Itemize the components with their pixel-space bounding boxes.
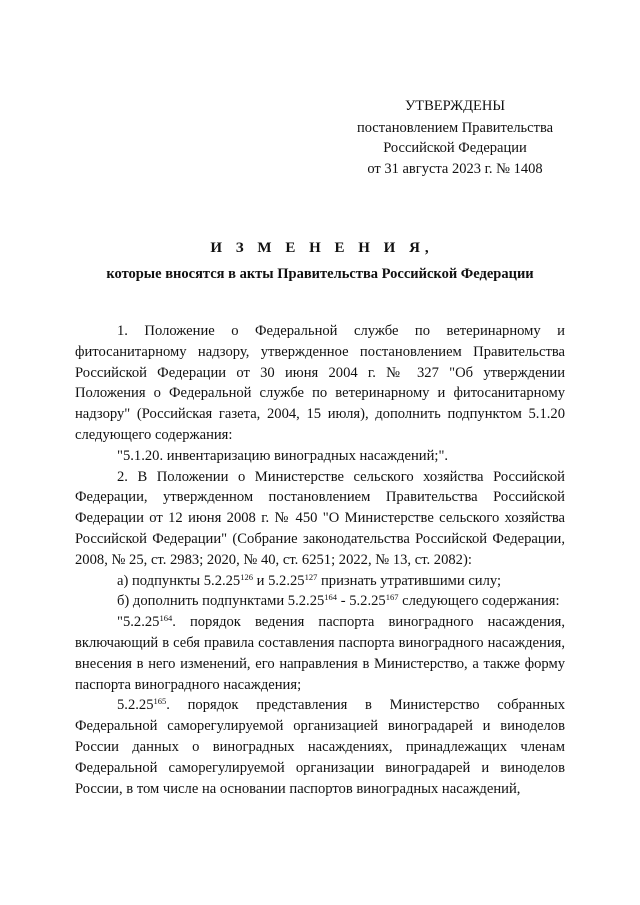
paragraph-5-text-c: следующего содержания: bbox=[398, 593, 560, 610]
approval-block bbox=[340, 96, 570, 179]
document-subtitle: которые вносятся в акты Правительства Российской Федерации bbox=[106, 266, 534, 282]
document-title: И З М Е Н Е Н И Я, bbox=[210, 240, 434, 256]
paragraph-7-text-b: . порядок представления в Министерство собранных Федеральной саморегулируемой организацией виноградарей и виноделов России данных о виноградных насаждениях, принадлежащих членам Федеральной саморегулируемой организации виноградарей и виноделов России, в том числе на основании паспортов виноградных насаждений, bbox=[75, 697, 565, 797]
paragraph-3: 2. В Положении о Министерстве сельского хозяйства Российской Федерации, утвержденном постановлением Правительства Российской Федерации от 12 июня 2008 г. № 450 "О Министерстве сельского хозяйства Российской Федерации" (Собрание законодательства Российской Федерации, 2008, № 25, ст. 2983; 2020, № 40, ст. 6251; 2022, № 13, ст. 2082): bbox=[75, 468, 565, 568]
paragraph-6-text-b: . порядок ведения паспорта виноградного насаждения, включающий в себя правила составления паспорта виноградного насаждения, внесения в него изменений, его направления в Министерство, а также форму паспорта виноградного насаждения; bbox=[75, 614, 565, 693]
paragraph-6-sup: 164 bbox=[159, 613, 173, 624]
paragraph-6 bbox=[75, 612, 565, 695]
approval-line-resolution: постановлением Правительства bbox=[356, 119, 554, 136]
paragraph-4-text-b: и 5.2.25 bbox=[252, 572, 305, 589]
paragraph-4-text-c: признать утратившими силу; bbox=[317, 572, 502, 589]
paragraph-7-sup: 165 bbox=[153, 696, 167, 707]
approval-line-federation: Российской Федерации bbox=[383, 140, 527, 156]
paragraph-4-sup-2: 127 bbox=[304, 571, 318, 582]
approval-line-date: от 31 августа 2023 г. № 1408 bbox=[367, 160, 543, 177]
paragraph-5-sup-1: 164 bbox=[324, 592, 338, 603]
paragraph-6-text-a: "5.2.25 bbox=[117, 614, 160, 631]
document-body bbox=[75, 321, 565, 799]
paragraph-5-sup-2: 167 bbox=[385, 592, 399, 603]
paragraph-1: 1. Положение о Федеральной службе по ветеринарному и фитосанитарному надзору, утвержденное постановлением Правительства Российской Федерации от 30 июня 2004 г. № 327 "Об утверждении Положения о Федеральной службе по ветеринарному и фитосанитарному надзору" (Российская газета, 2004, 15 июля), дополнить подпунктом 5.1.20 следующего содержания: bbox=[75, 323, 565, 443]
paragraph-5-text-b: - 5.2.25 bbox=[337, 593, 386, 610]
paragraph-7-text-a: 5.2.25 bbox=[117, 697, 154, 714]
paragraph-5 bbox=[75, 591, 565, 612]
paragraph-4 bbox=[75, 571, 565, 592]
paragraph-5-text-a: б) дополнить подпунктами 5.2.25 bbox=[117, 593, 325, 610]
paragraph-2: "5.1.20. инвентаризацию виноградных насаждений;". bbox=[117, 447, 449, 464]
paragraph-4-sup-1: 126 bbox=[240, 571, 253, 582]
approval-title: УТВЕРЖДЕНЫ bbox=[404, 98, 506, 114]
paragraph-4-text-a: а) подпункты 5.2.25 bbox=[117, 572, 241, 589]
paragraph-7 bbox=[75, 695, 565, 799]
